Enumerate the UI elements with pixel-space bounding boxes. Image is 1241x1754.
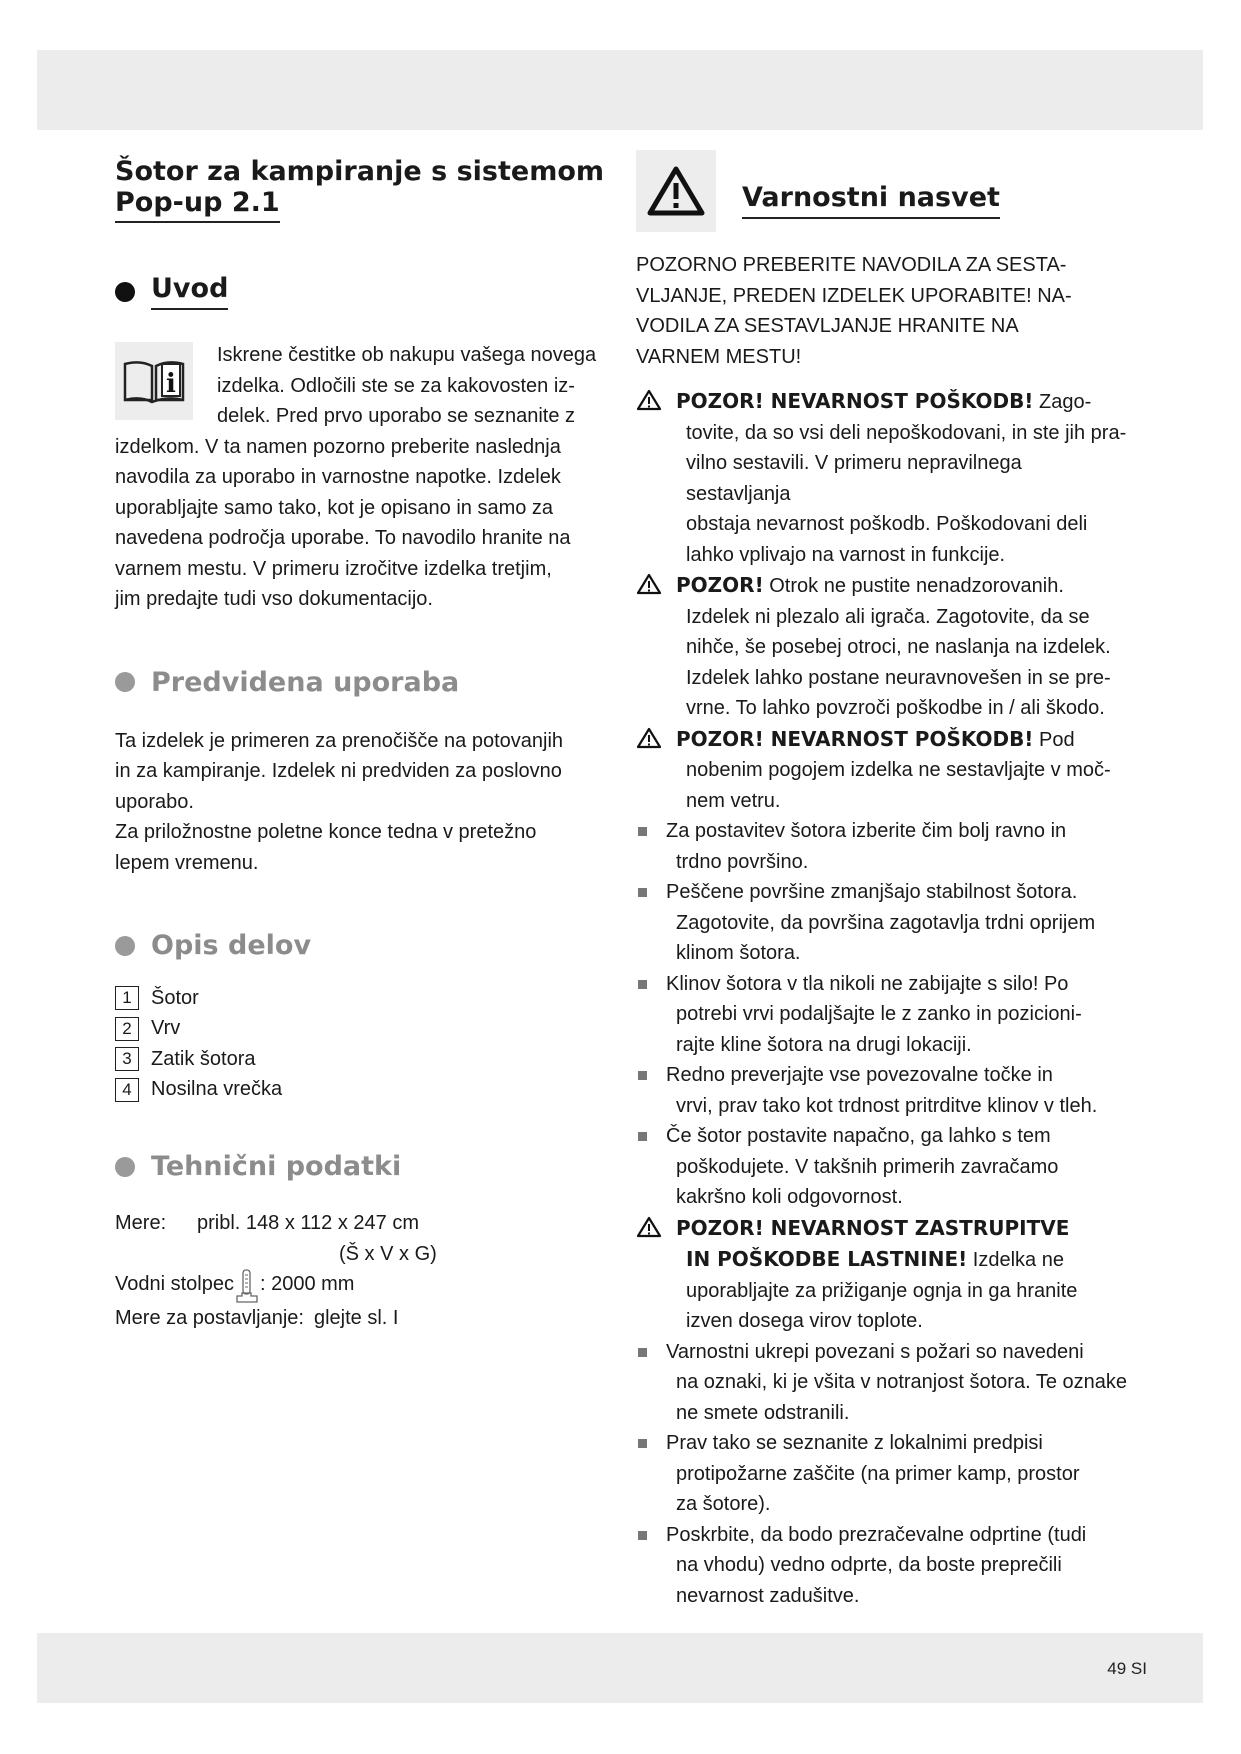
- info-book-icon: [115, 342, 193, 420]
- intro-section: [115, 340, 607, 615]
- parts-heading: Opis delov: [115, 930, 607, 961]
- water-row: Vodni stolpec : 2000 mm: [115, 1269, 607, 1303]
- list-item: Klinov šotora v tla nikoli ne zabijajte s silo! Po potrebi vrvi podaljšajte le z zanko in pozicioni- rajte kline šotora na drugi lokaciji.: [636, 969, 1128, 1061]
- square-bullet-icon: [638, 1132, 647, 1141]
- safety-rules: [636, 386, 1128, 1611]
- square-bullet-icon: [638, 827, 647, 836]
- footer-band: [37, 1633, 1203, 1703]
- warning-rule: POZOR! NEVARNOST ZASTRUPITVE IN POŠKODBE LASTNINE! Izdelka ne uporabljajte za prižiganje ognja in ga hranite izven dosega virov toplote.: [636, 1213, 1128, 1337]
- header-band: [37, 50, 1203, 130]
- warning-rule: POZOR! Otrok ne pustite nenadzorovanih. Izdelek ni plezalo ali igrača. Zagotovite, da se nihče, še posebej otroci, ne naslanja na izdelek. Izdelek lahko postane neuravnovešen in se pre- vrne. To lahko povzroči poškodbe in / ali škodo.: [636, 570, 1128, 724]
- list-item: 3 Zatik šotora: [115, 1044, 607, 1075]
- left-column: [115, 150, 607, 1334]
- list-item: Varnostni ukrepi povezani s požari so navedeni na oznaki, ki je všita v notranjost šotora. Te oznake ne smete odstranili.: [636, 1337, 1128, 1429]
- intro-heading: Uvod: [115, 273, 607, 310]
- tech-data: Mere: pribl. 148 x 112 x 247 cm (Š x V x G) Vodni stolpec : 2000 mm Mere za postavljanje: glejte sl. I: [115, 1208, 607, 1334]
- square-bullet-icon: [638, 1531, 647, 1540]
- parts-list: [115, 983, 607, 1105]
- setup-row: Mere za postavljanje: glejte sl. I: [115, 1307, 399, 1329]
- page-number: 49 SI: [1107, 1659, 1147, 1678]
- warning-triangle-icon: [636, 1216, 662, 1238]
- list-item: Če šotor postavite napačno, ga lahko s tem poškodujete. V takšnih primerih zavračamo kakršno koli odgovornost.: [636, 1121, 1128, 1213]
- intro-text: Iskrene čestitke ob nakupu vašega novega izdelka. Odločili ste se za kakovosten iz- delek. Pred prvo uporabo se seznanite z izdelkom. V ta namen pozorno preberite naslednja navodila za uporabo in varnostne napotke. Izdelek uporabljajte samo tako, kot je opisano in samo za navedena področja uporabe. To navodilo hranite na varnem mestu. V primeru izročitve izdelka tretjim, jim predajte tudi vso dokumentacijo.: [115, 344, 597, 610]
- square-bullet-icon: [638, 1071, 647, 1080]
- list-item: Peščene površine zmanjšajo stabilnost šotora. Zagotovite, da površina zagotavlja trdni oprijem klinom šotora.: [636, 877, 1128, 969]
- square-bullet-icon: [638, 1348, 647, 1357]
- square-bullet-icon: [638, 980, 647, 989]
- square-bullet-icon: [638, 1439, 647, 1448]
- list-item: 2 Vrv: [115, 1014, 607, 1045]
- bullet-dot-icon: [115, 1157, 135, 1177]
- bullet-dot-icon: [115, 672, 135, 692]
- list-item: Redno preverjajte vse povezovalne točke in vrvi, prav tako kot trdnost pritrditve klinov v tleh.: [636, 1060, 1128, 1121]
- warning-triangle-icon: [636, 150, 716, 232]
- list-item: Poskrbite, da bodo prezračevalne odprtine (tudi na vhodu) vedno odprte, da boste preprečili nevarnost zadušitve.: [636, 1520, 1128, 1612]
- list-item: 1 Šotor: [115, 983, 607, 1014]
- right-column: [636, 150, 1128, 1611]
- list-item: 4 Nosilna vrečka: [115, 1075, 607, 1106]
- safety-title: Varnostni nasvet: [742, 182, 1000, 219]
- water-column-icon: [236, 1269, 258, 1303]
- bullet-dot-icon: [115, 282, 135, 302]
- dims-row: Mere: pribl. 148 x 112 x 247 cm: [115, 1212, 419, 1234]
- safety-intro-caps: POZORNO PREBERITE NAVODILA ZA SESTA- VLJANJE, PREDEN IZDELEK UPORABITE! NA- VODILA ZA SESTAVLJANJE HRANITE NA VARNEM MESTU!: [636, 254, 1072, 368]
- svg-text:i: i: [166, 369, 176, 399]
- document-title: Šotor za kampiranje s sistemom Pop-up 2.1: [115, 156, 607, 223]
- warning-triangle-icon: [636, 389, 662, 411]
- list-item: Prav tako se seznanite z lokalnimi predpisi protipožarne zaščite (na primer kamp, prostor za šotore).: [636, 1428, 1128, 1520]
- safety-header: [636, 150, 1128, 232]
- warning-rule: POZOR! NEVARNOST POŠKODB! Zago- tovite, da so vsi deli nepoškodovani, in ste jih pra- vilno sestavili. V primeru nepravilnega sestavljanja obstaja nevarnost poškodb. Poškodovani deli lahko vplivajo na varnost in funkcije.: [636, 386, 1128, 570]
- tech-heading: Tehnični podatki: [115, 1151, 607, 1182]
- list-item: Za postavitev šotora izberite čim bolj ravno in trdno površino.: [636, 816, 1128, 877]
- warning-triangle-icon: [636, 727, 662, 749]
- intended-use-text: Ta izdelek je primeren za prenočišče na potovanjih in za kampiranje. Izdelek ni predviden za poslovno uporabo. Za priložnostne poletne konce tedna v pretežno lepem vremenu.: [115, 729, 564, 874]
- warning-triangle-icon: [636, 573, 662, 595]
- square-bullet-icon: [638, 888, 647, 897]
- warning-rule: POZOR! NEVARNOST POŠKODB! Pod nobenim pogojem izdelka ne sestavljajte v moč- nem vetru.: [636, 724, 1128, 817]
- bullet-dot-icon: [115, 936, 135, 956]
- intended-use-heading: Predvidena uporaba: [115, 667, 607, 698]
